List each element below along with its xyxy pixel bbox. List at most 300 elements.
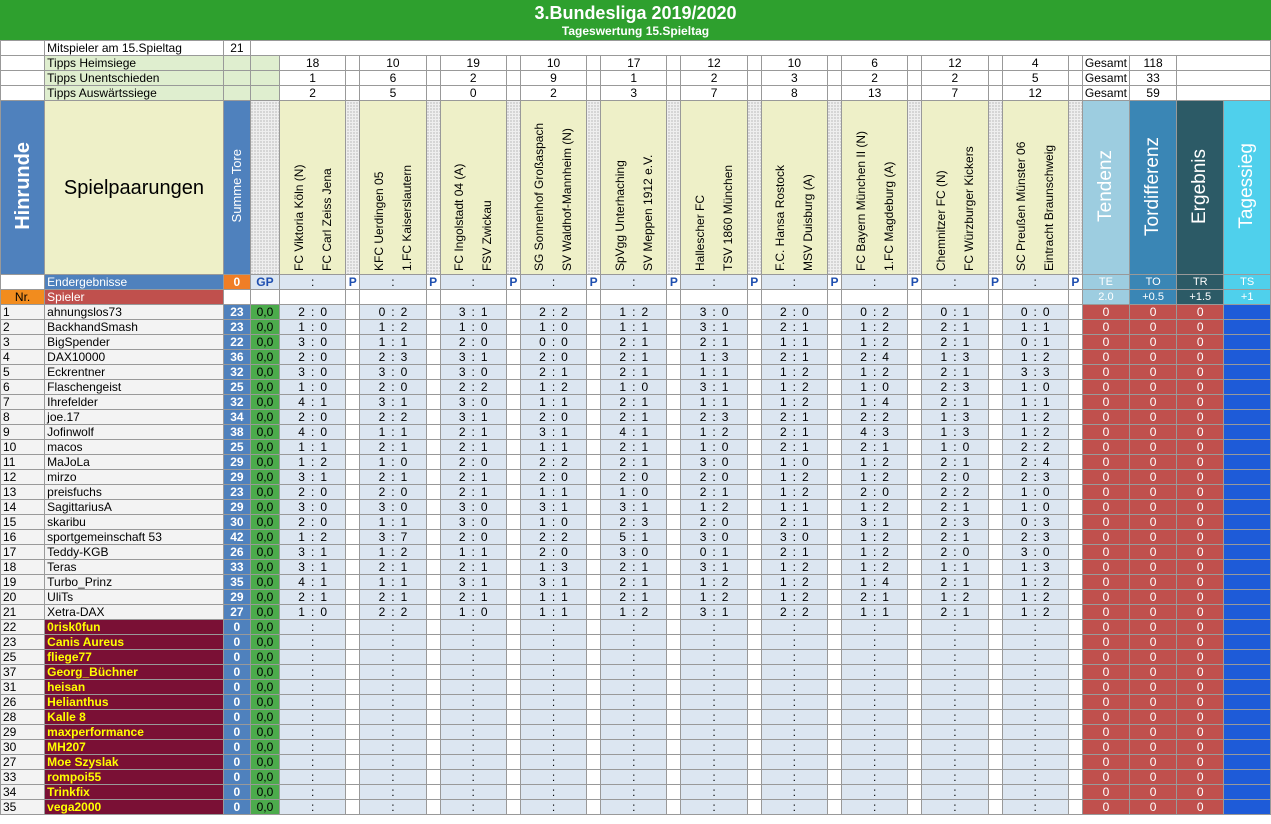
tip-cell[interactable]	[280, 515, 346, 530]
tip-cell[interactable]	[520, 455, 586, 470]
tip-cell[interactable]	[440, 305, 506, 320]
tip-cell[interactable]	[601, 350, 667, 365]
tip-cell[interactable]	[761, 335, 827, 350]
tip-cell[interactable]	[520, 515, 586, 530]
tip-cell[interactable]	[440, 425, 506, 440]
tip-cell[interactable]: :	[280, 755, 346, 770]
tip-cell[interactable]	[1002, 485, 1068, 500]
tip-cell[interactable]: :	[922, 785, 988, 800]
tip-cell[interactable]	[761, 605, 827, 620]
tip-cell[interactable]	[280, 425, 346, 440]
tip-cell[interactable]: :	[280, 665, 346, 680]
tip-cell[interactable]	[601, 335, 667, 350]
tip-cell[interactable]	[360, 470, 426, 485]
tip-cell[interactable]	[440, 365, 506, 380]
tip-cell[interactable]	[681, 410, 747, 425]
tip-cell[interactable]	[681, 380, 747, 395]
tip-cell[interactable]	[360, 365, 426, 380]
tip-cell[interactable]: :	[761, 740, 827, 755]
tip-cell[interactable]	[761, 560, 827, 575]
tip-cell[interactable]	[601, 320, 667, 335]
tip-cell[interactable]: :	[280, 650, 346, 665]
tip-cell[interactable]	[280, 395, 346, 410]
tip-cell[interactable]: :	[440, 650, 506, 665]
tip-cell[interactable]	[440, 560, 506, 575]
tip-cell[interactable]	[761, 320, 827, 335]
tip-cell[interactable]	[520, 500, 586, 515]
tip-cell[interactable]	[601, 485, 667, 500]
tip-cell[interactable]	[922, 545, 988, 560]
tip-cell[interactable]: :	[520, 800, 586, 815]
tip-cell[interactable]: :	[922, 665, 988, 680]
tip-cell[interactable]: :	[440, 695, 506, 710]
tip-cell[interactable]: :	[1002, 620, 1068, 635]
tip-cell[interactable]: :	[440, 725, 506, 740]
tip-cell[interactable]: :	[601, 755, 667, 770]
tip-cell[interactable]	[280, 320, 346, 335]
tip-cell[interactable]: :	[761, 785, 827, 800]
tip-cell[interactable]: :	[280, 680, 346, 695]
tip-cell[interactable]	[520, 545, 586, 560]
result-input[interactable]: :	[360, 275, 426, 290]
tip-cell[interactable]	[842, 500, 908, 515]
tip-cell[interactable]: :	[520, 635, 586, 650]
tip-cell[interactable]	[922, 605, 988, 620]
tip-cell[interactable]	[601, 575, 667, 590]
tip-cell[interactable]	[360, 500, 426, 515]
tip-cell[interactable]	[681, 485, 747, 500]
tip-cell[interactable]: :	[922, 650, 988, 665]
tip-cell[interactable]	[520, 470, 586, 485]
tip-cell[interactable]	[280, 440, 346, 455]
tip-cell[interactable]: :	[440, 770, 506, 785]
tip-cell[interactable]	[1002, 380, 1068, 395]
tip-cell[interactable]	[681, 455, 747, 470]
tip-cell[interactable]	[761, 500, 827, 515]
result-input[interactable]: :	[1002, 275, 1068, 290]
tip-cell[interactable]: :	[360, 785, 426, 800]
tip-cell[interactable]: :	[842, 680, 908, 695]
tip-cell[interactable]	[520, 605, 586, 620]
tip-cell[interactable]	[1002, 560, 1068, 575]
tip-cell[interactable]	[601, 605, 667, 620]
tip-cell[interactable]: :	[842, 785, 908, 800]
tip-cell[interactable]	[360, 410, 426, 425]
tip-cell[interactable]	[601, 305, 667, 320]
tip-cell[interactable]	[601, 440, 667, 455]
tip-cell[interactable]: :	[360, 695, 426, 710]
tip-cell[interactable]	[1002, 500, 1068, 515]
tip-cell[interactable]	[761, 590, 827, 605]
tip-cell[interactable]: :	[922, 620, 988, 635]
tip-cell[interactable]	[842, 590, 908, 605]
tip-cell[interactable]	[360, 575, 426, 590]
tip-cell[interactable]: :	[440, 755, 506, 770]
tip-cell[interactable]: :	[601, 710, 667, 725]
tip-cell[interactable]: :	[601, 650, 667, 665]
tip-cell[interactable]	[681, 575, 747, 590]
tip-cell[interactable]	[681, 605, 747, 620]
tip-cell[interactable]: :	[922, 710, 988, 725]
tip-cell[interactable]: :	[601, 800, 667, 815]
tip-cell[interactable]	[681, 530, 747, 545]
tip-cell[interactable]	[1002, 425, 1068, 440]
tip-cell[interactable]	[360, 515, 426, 530]
tip-cell[interactable]	[922, 515, 988, 530]
tip-cell[interactable]: :	[520, 665, 586, 680]
tip-cell[interactable]	[922, 365, 988, 380]
tip-cell[interactable]: :	[360, 665, 426, 680]
tip-cell[interactable]: :	[440, 680, 506, 695]
tip-cell[interactable]	[440, 470, 506, 485]
tip-cell[interactable]	[440, 395, 506, 410]
tip-cell[interactable]	[922, 410, 988, 425]
tip-cell[interactable]	[601, 395, 667, 410]
tip-cell[interactable]	[1002, 365, 1068, 380]
result-input[interactable]: :	[601, 275, 667, 290]
tip-cell[interactable]	[681, 425, 747, 440]
tip-cell[interactable]: :	[681, 620, 747, 635]
tip-cell[interactable]: :	[1002, 755, 1068, 770]
tip-cell[interactable]	[280, 605, 346, 620]
tip-cell[interactable]: :	[922, 695, 988, 710]
tip-cell[interactable]	[280, 365, 346, 380]
tip-cell[interactable]	[922, 500, 988, 515]
tip-cell[interactable]	[761, 470, 827, 485]
tip-cell[interactable]: :	[601, 725, 667, 740]
tip-cell[interactable]	[360, 545, 426, 560]
tip-cell[interactable]	[922, 485, 988, 500]
tip-cell[interactable]	[922, 305, 988, 320]
tip-cell[interactable]: :	[761, 755, 827, 770]
tip-cell[interactable]	[360, 320, 426, 335]
tip-cell[interactable]: :	[1002, 695, 1068, 710]
tip-cell[interactable]	[761, 350, 827, 365]
tip-cell[interactable]	[681, 590, 747, 605]
tip-cell[interactable]: :	[280, 695, 346, 710]
tip-cell[interactable]	[922, 530, 988, 545]
tip-cell[interactable]	[1002, 410, 1068, 425]
tip-cell[interactable]	[842, 350, 908, 365]
tip-cell[interactable]	[761, 425, 827, 440]
tip-cell[interactable]: :	[761, 665, 827, 680]
tip-cell[interactable]	[360, 440, 426, 455]
tip-cell[interactable]	[601, 455, 667, 470]
tip-cell[interactable]: :	[520, 650, 586, 665]
tip-cell[interactable]: :	[520, 755, 586, 770]
tip-cell[interactable]	[1002, 605, 1068, 620]
tip-cell[interactable]: :	[360, 620, 426, 635]
tip-cell[interactable]: :	[681, 665, 747, 680]
tip-cell[interactable]	[842, 485, 908, 500]
tip-cell[interactable]	[440, 590, 506, 605]
tip-cell[interactable]: :	[681, 740, 747, 755]
tip-cell[interactable]	[280, 305, 346, 320]
tip-cell[interactable]	[601, 545, 667, 560]
tip-cell[interactable]	[761, 455, 827, 470]
tip-cell[interactable]	[922, 575, 988, 590]
tip-cell[interactable]	[520, 575, 586, 590]
result-input[interactable]: :	[761, 275, 827, 290]
tip-cell[interactable]	[280, 470, 346, 485]
tip-cell[interactable]	[601, 380, 667, 395]
tip-cell[interactable]: :	[360, 725, 426, 740]
tip-cell[interactable]	[681, 395, 747, 410]
tip-cell[interactable]: :	[520, 710, 586, 725]
tip-cell[interactable]	[520, 485, 586, 500]
tip-cell[interactable]	[1002, 455, 1068, 470]
tip-cell[interactable]	[601, 365, 667, 380]
tip-cell[interactable]	[842, 530, 908, 545]
tip-cell[interactable]: :	[440, 800, 506, 815]
tip-cell[interactable]	[842, 305, 908, 320]
tip-cell[interactable]: :	[761, 725, 827, 740]
tip-cell[interactable]	[520, 335, 586, 350]
tip-cell[interactable]: :	[601, 680, 667, 695]
tip-cell[interactable]	[761, 380, 827, 395]
tip-cell[interactable]: :	[1002, 650, 1068, 665]
tip-cell[interactable]: :	[922, 740, 988, 755]
tip-cell[interactable]	[520, 530, 586, 545]
tip-cell[interactable]	[360, 605, 426, 620]
tip-cell[interactable]: :	[761, 800, 827, 815]
tip-cell[interactable]	[360, 530, 426, 545]
tip-cell[interactable]	[681, 365, 747, 380]
tip-cell[interactable]	[761, 545, 827, 560]
tip-cell[interactable]: :	[280, 785, 346, 800]
tip-cell[interactable]	[842, 575, 908, 590]
tip-cell[interactable]: :	[681, 710, 747, 725]
tip-cell[interactable]	[922, 560, 988, 575]
tip-cell[interactable]: :	[440, 665, 506, 680]
tip-cell[interactable]: :	[922, 680, 988, 695]
tip-cell[interactable]	[440, 440, 506, 455]
tip-cell[interactable]: :	[440, 785, 506, 800]
tip-cell[interactable]	[842, 380, 908, 395]
tip-cell[interactable]	[922, 335, 988, 350]
tip-cell[interactable]	[360, 590, 426, 605]
tip-cell[interactable]	[842, 320, 908, 335]
tip-cell[interactable]: :	[280, 800, 346, 815]
tip-cell[interactable]	[440, 485, 506, 500]
tip-cell[interactable]: :	[681, 650, 747, 665]
tip-cell[interactable]	[761, 305, 827, 320]
tip-cell[interactable]	[280, 590, 346, 605]
tip-cell[interactable]	[681, 470, 747, 485]
tip-cell[interactable]	[280, 560, 346, 575]
tip-cell[interactable]: :	[280, 620, 346, 635]
tip-cell[interactable]	[1002, 335, 1068, 350]
tip-cell[interactable]	[681, 500, 747, 515]
tip-cell[interactable]	[842, 515, 908, 530]
tip-cell[interactable]	[601, 515, 667, 530]
tip-cell[interactable]	[440, 320, 506, 335]
tip-cell[interactable]	[601, 560, 667, 575]
tip-cell[interactable]: :	[842, 710, 908, 725]
tip-cell[interactable]	[922, 350, 988, 365]
tip-cell[interactable]: :	[922, 725, 988, 740]
tip-cell[interactable]	[922, 455, 988, 470]
result-input[interactable]: :	[922, 275, 988, 290]
tip-cell[interactable]: :	[1002, 800, 1068, 815]
tip-cell[interactable]: :	[1002, 680, 1068, 695]
tip-cell[interactable]	[1002, 515, 1068, 530]
tip-cell[interactable]	[520, 395, 586, 410]
tip-cell[interactable]: :	[1002, 770, 1068, 785]
tip-cell[interactable]: :	[280, 725, 346, 740]
tip-cell[interactable]	[1002, 575, 1068, 590]
tip-cell[interactable]	[280, 545, 346, 560]
tip-cell[interactable]	[761, 440, 827, 455]
tip-cell[interactable]	[842, 440, 908, 455]
tip-cell[interactable]	[520, 590, 586, 605]
tip-cell[interactable]	[922, 380, 988, 395]
tip-cell[interactable]	[842, 335, 908, 350]
tip-cell[interactable]	[440, 515, 506, 530]
tip-cell[interactable]: :	[440, 740, 506, 755]
tip-cell[interactable]: :	[520, 680, 586, 695]
tip-cell[interactable]	[761, 530, 827, 545]
tip-cell[interactable]	[842, 545, 908, 560]
tip-cell[interactable]	[922, 590, 988, 605]
tip-cell[interactable]	[601, 530, 667, 545]
tip-cell[interactable]	[681, 350, 747, 365]
tip-cell[interactable]	[520, 440, 586, 455]
tip-cell[interactable]: :	[360, 710, 426, 725]
tip-cell[interactable]: :	[681, 755, 747, 770]
tip-cell[interactable]: :	[842, 650, 908, 665]
tip-cell[interactable]: :	[520, 770, 586, 785]
tip-cell[interactable]	[922, 425, 988, 440]
tip-cell[interactable]	[280, 410, 346, 425]
tip-cell[interactable]: :	[601, 695, 667, 710]
tip-cell[interactable]: :	[681, 770, 747, 785]
tip-cell[interactable]: :	[842, 800, 908, 815]
tip-cell[interactable]: :	[842, 635, 908, 650]
tip-cell[interactable]: :	[842, 665, 908, 680]
tip-cell[interactable]: :	[842, 620, 908, 635]
tip-cell[interactable]	[440, 545, 506, 560]
tip-cell[interactable]	[360, 560, 426, 575]
tip-cell[interactable]: :	[842, 770, 908, 785]
tip-cell[interactable]	[922, 440, 988, 455]
tip-cell[interactable]: :	[681, 635, 747, 650]
tip-cell[interactable]	[842, 365, 908, 380]
tip-cell[interactable]: :	[601, 740, 667, 755]
tip-cell[interactable]	[842, 410, 908, 425]
tip-cell[interactable]	[440, 500, 506, 515]
tip-cell[interactable]	[440, 410, 506, 425]
tip-cell[interactable]	[761, 395, 827, 410]
tip-cell[interactable]	[1002, 305, 1068, 320]
tip-cell[interactable]: :	[1002, 725, 1068, 740]
tip-cell[interactable]	[520, 320, 586, 335]
tip-cell[interactable]	[761, 485, 827, 500]
tip-cell[interactable]: :	[922, 635, 988, 650]
tip-cell[interactable]	[601, 410, 667, 425]
tip-cell[interactable]: :	[922, 770, 988, 785]
tip-cell[interactable]: :	[440, 635, 506, 650]
result-input[interactable]: :	[440, 275, 506, 290]
tip-cell[interactable]	[681, 305, 747, 320]
tip-cell[interactable]: :	[601, 635, 667, 650]
tip-cell[interactable]	[681, 560, 747, 575]
tip-cell[interactable]: :	[360, 680, 426, 695]
tip-cell[interactable]: :	[761, 635, 827, 650]
tip-cell[interactable]: :	[1002, 635, 1068, 650]
tip-cell[interactable]	[360, 335, 426, 350]
tip-cell[interactable]	[520, 365, 586, 380]
tip-cell[interactable]	[360, 305, 426, 320]
tip-cell[interactable]	[360, 350, 426, 365]
tip-cell[interactable]	[601, 590, 667, 605]
tip-cell[interactable]	[1002, 530, 1068, 545]
tip-cell[interactable]: :	[601, 785, 667, 800]
tip-cell[interactable]	[842, 605, 908, 620]
tip-cell[interactable]: :	[440, 620, 506, 635]
tip-cell[interactable]: :	[761, 770, 827, 785]
tip-cell[interactable]: :	[681, 725, 747, 740]
tip-cell[interactable]	[681, 545, 747, 560]
tip-cell[interactable]	[520, 425, 586, 440]
tip-cell[interactable]: :	[520, 740, 586, 755]
tip-cell[interactable]: :	[842, 695, 908, 710]
tip-cell[interactable]	[520, 560, 586, 575]
tip-cell[interactable]	[440, 530, 506, 545]
tip-cell[interactable]	[842, 425, 908, 440]
result-input[interactable]: :	[520, 275, 586, 290]
tip-cell[interactable]: :	[601, 620, 667, 635]
tip-cell[interactable]: :	[1002, 710, 1068, 725]
tip-cell[interactable]: :	[761, 695, 827, 710]
tip-cell[interactable]	[360, 425, 426, 440]
tip-cell[interactable]	[761, 515, 827, 530]
tip-cell[interactable]: :	[1002, 740, 1068, 755]
tip-cell[interactable]: :	[280, 710, 346, 725]
tip-cell[interactable]	[1002, 350, 1068, 365]
tip-cell[interactable]: :	[280, 635, 346, 650]
tip-cell[interactable]: :	[922, 800, 988, 815]
tip-cell[interactable]	[440, 575, 506, 590]
tip-cell[interactable]	[842, 395, 908, 410]
tip-cell[interactable]	[842, 470, 908, 485]
tip-cell[interactable]: :	[360, 650, 426, 665]
tip-cell[interactable]	[1002, 320, 1068, 335]
tip-cell[interactable]: :	[360, 800, 426, 815]
result-input[interactable]: :	[681, 275, 747, 290]
tip-cell[interactable]: :	[280, 770, 346, 785]
tip-cell[interactable]	[761, 410, 827, 425]
tip-cell[interactable]	[601, 425, 667, 440]
tip-cell[interactable]: :	[681, 680, 747, 695]
tip-cell[interactable]	[360, 395, 426, 410]
tip-cell[interactable]: :	[360, 755, 426, 770]
tip-cell[interactable]	[440, 605, 506, 620]
tip-cell[interactable]	[761, 575, 827, 590]
tip-cell[interactable]	[280, 335, 346, 350]
tip-cell[interactable]: :	[842, 740, 908, 755]
tip-cell[interactable]	[601, 470, 667, 485]
tip-cell[interactable]: :	[761, 650, 827, 665]
tip-cell[interactable]	[601, 500, 667, 515]
tip-cell[interactable]	[280, 380, 346, 395]
tip-cell[interactable]	[360, 380, 426, 395]
tip-cell[interactable]	[440, 380, 506, 395]
tip-cell[interactable]: :	[681, 800, 747, 815]
tip-cell[interactable]	[681, 320, 747, 335]
tip-cell[interactable]	[520, 410, 586, 425]
result-input[interactable]: :	[280, 275, 346, 290]
